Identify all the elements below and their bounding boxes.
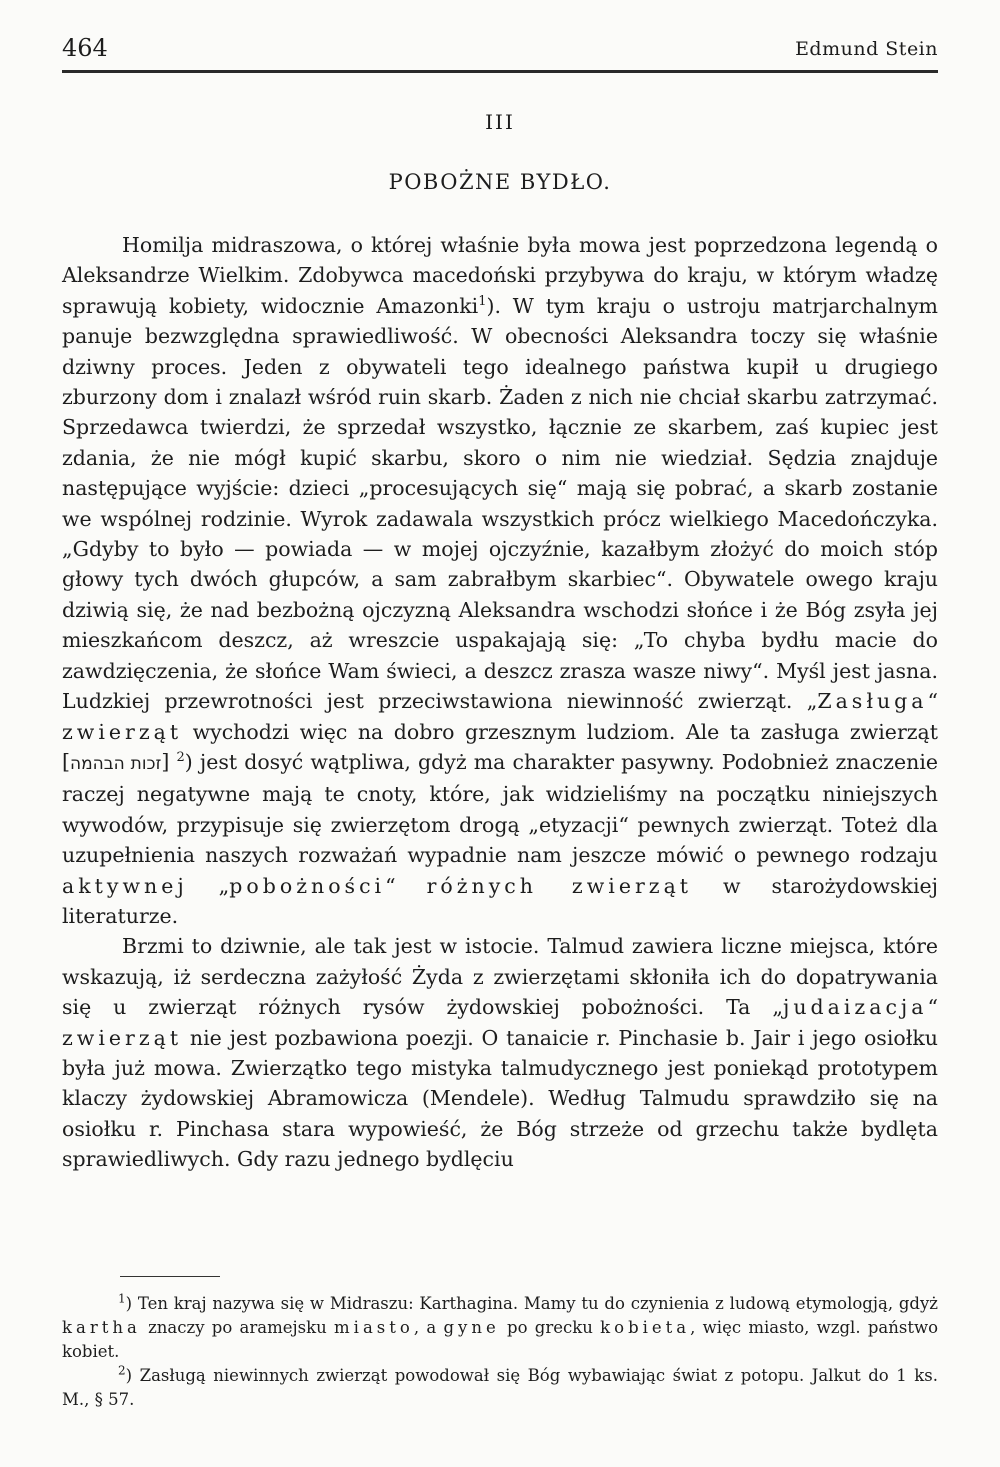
- footnote-ref-2: 2: [176, 750, 185, 766]
- footnote-ref-1: 1: [478, 293, 487, 309]
- spaced-term: różnych zwierząt: [426, 873, 693, 898]
- body-text: [62, 230, 938, 1175]
- text-run: ]: [161, 749, 177, 774]
- spaced-term: judaizacja: [782, 995, 928, 1020]
- text-run: “: [927, 689, 938, 714]
- text-run: ) Zasługą niewinnych zwierząt powodował się Bóg wybawiając świat z potopu. Jalkut do 1 ks. M., § 57.: [62, 1366, 938, 1409]
- text-run: ) jest dosyć wątpliwa, gdyż ma charakter pasywny. Podobnież znaczenie raczej negatywne mają te cnoty, które, jak widzieliśmy na początku niniejszych wywodów, przypisuje się zwierzętom drogą „etyzacji“ pewnych zwierząt. Toteż dla uzupełnienia naszych rozważań wypadnie nam jeszcze mówić o pewnego rodzaju: [62, 749, 939, 868]
- page-header: [62, 34, 938, 66]
- spaced-term: miasto: [334, 1318, 414, 1337]
- text-run: „: [187, 873, 230, 898]
- running-head: Edmund Stein: [795, 38, 938, 60]
- text-run: wychodzi więc na dobro grzesznym ludziom. Ale ta zasługa zwierząt [: [62, 719, 938, 774]
- spaced-term: Zasługa: [817, 689, 928, 714]
- text-run: nie jest pozbawiona poezji. O tanaicie r. Pinchasie b. Jair i jego osiołku była już mowa. Zwierzątko tego mistyka talmudycznego jest poniekąd prototypem klaczy żydowskiej Abramowicza (Mendele). Według Talmudu sprawdziło się na osiołku r. Pinchasa stara wypowieść, że Bóg strzeże od grzechu także bydlęta sprawiedliwych. Gdy razu jednego bydlęciu: [62, 1025, 938, 1172]
- page-number: 464: [62, 34, 108, 62]
- footnote-rule: [120, 1276, 220, 1277]
- text-run: ). W tym kraju o ustroju matrjarchalnym panuje bezwzględna sprawiedliwość. W obecności Aleksandra toczy się właśnie dziwny proces. Jeden z obywateli tego idealnego państwa kupił u drugiego zburzony dom i znalazł wśród ruin skarb. Żaden z nich nie chciał skarbu zatrzymać. Sprzedawca twierdzi, że sprzedał wszystko, łącznie ze skarbem, zaś kupiec jest zdania, że nie mógł kupić skarbu, skoro o nim nie wiedział. Sędzia znajduje następujące wyjście: dzieci „procesujących się“ mają się pobrać, a skarb zostanie we wspólnej rodzinie. Wyrok zadawala wszystkich prócz wielkiego Macedończyka. „Gdyby to było — powiada — w mojej ojczyźnie, kazałbym złożyć do moich stóp głowy tych dwóch głupców, a sam zabrałbym skarbiec“. Obywatele owego kraju dziwią się, że nad bezbożną ojczyzną Aleksandra wschodzi słońce i że Bóg zsyła jej mieszkańcom deszcz, aż wreszcie uspakajają się: „To chyba bydłu macie do zawdzięczenia, że słońce Wam świeci, a deszcz zrasza wasze niwy“. Myśl jest jasna. Ludzkiej przewrotności jest przeciwstawiona niewinność zwierząt. „: [62, 293, 939, 714]
- paragraph-1: [62, 230, 938, 931]
- spaced-term: gyne: [443, 1318, 500, 1337]
- text-run: po grecku: [499, 1318, 601, 1337]
- text-run: ) Ten kraj nazywa się w Midraszu: Karthagina. Mamy tu do czynienia z ludową etymologją, gdyż: [125, 1294, 938, 1313]
- text-run: Homilja midraszowa, o której właśnie była mowa jest poprzedzona legendą o Aleksandrze Wielkim. Zdobywca macedoński przybywa do kraju, w którym władzę sprawują kobiety, widocznie Amazonki: [62, 233, 938, 318]
- spaced-term: aktywnej: [62, 873, 188, 898]
- footnote-mark: 2: [118, 1363, 126, 1378]
- spaced-term: zwierząt: [62, 1025, 183, 1050]
- spaced-term: zwierząt: [62, 719, 183, 744]
- text-run: w starożydowskiej literaturze.: [62, 873, 938, 928]
- text-run: “: [927, 995, 938, 1020]
- hebrew-term: זכות הבהמה: [70, 753, 162, 774]
- text-run: znaczy po aramejsku: [140, 1318, 335, 1337]
- text-run: , a: [413, 1318, 444, 1337]
- footnote-mark: 1: [118, 1291, 126, 1306]
- footnote-1: [62, 1292, 938, 1364]
- spaced-term: pobożności: [229, 873, 386, 898]
- text-run: Brzmi to dziwnie, ale tak jest w istocie. Talmud zawiera liczne miejsca, które wskazują, iż serdeczna zażyłość Żyda z zwierzętami skłoniła ich do dopatrywania się u zwierząt różnych rysów żydowskiej pobożności. Ta „: [62, 934, 938, 1020]
- text-run: , więc miasto, wzgl. państwo kobiet.: [62, 1318, 939, 1361]
- footnotes: [62, 1292, 938, 1412]
- header-rule: [62, 70, 938, 73]
- section-number: III: [485, 110, 515, 134]
- spaced-term: kartha: [62, 1318, 141, 1337]
- section-title: POBOŻNE BYDŁO.: [388, 170, 612, 194]
- text-run: “: [385, 873, 427, 898]
- spaced-term: kobieta: [600, 1318, 691, 1337]
- footnote-2: [62, 1364, 938, 1412]
- paragraph-2: [62, 931, 938, 1174]
